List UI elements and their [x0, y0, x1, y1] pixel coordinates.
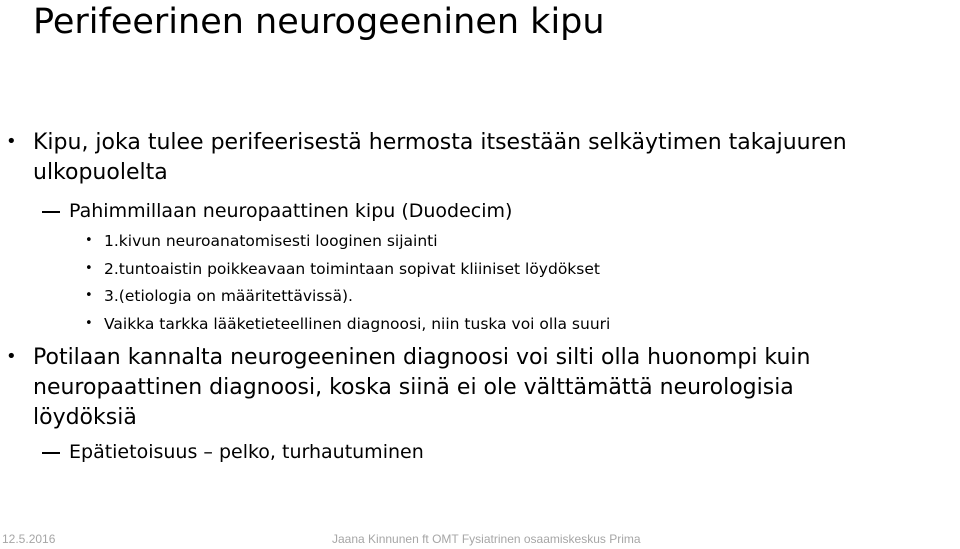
sub-item-2: 2.tuntoaistin poikkeavaan toimintaan sopivat kliiniset löydökset — [104, 260, 600, 278]
bullet-2-line-2: neuropaattinen diagnoosi, koska siinä ei ole välttämättä neurologisia — [33, 375, 794, 400]
dash-icon — [42, 452, 60, 454]
dash-icon — [42, 211, 60, 213]
footer-author: Jaana Kinnunen ft OMT Fysiatrinen osaamiskeskus Prima — [332, 532, 641, 546]
bullet-2-line-3: löydöksiä — [33, 405, 137, 430]
bullet-2-line-1: Potilaan kannalta neurogeeninen diagnoosi voi silti olla huonompi kuin — [33, 345, 811, 370]
bullet-icon: • — [85, 233, 93, 248]
sub-item-4: Vaikka tarkka lääketieteellinen diagnoosi, niin tuska voi olla suuri — [104, 315, 611, 333]
bullet-icon: • — [6, 131, 17, 152]
bullet-icon: • — [85, 288, 93, 303]
bullet-1-line-2: ulkopuolelta — [33, 160, 168, 185]
sub-bullet-1: Pahimmillaan neuropaattinen kipu (Duodecim) — [69, 200, 513, 222]
footer-date: 12.5.2016 — [2, 532, 56, 546]
bullet-icon: • — [6, 346, 17, 367]
bullet-icon: • — [85, 316, 93, 331]
sub-item-3: 3.(etiologia on määritettävissä). — [104, 287, 353, 305]
sub-item-1: 1.kivun neuroanatomisesti looginen sijainti — [104, 232, 438, 250]
sub-bullet-2: Epätietoisuus – pelko, turhautuminen — [69, 441, 424, 463]
slide-title: Perifeerinen neurogeeninen kipu — [33, 2, 605, 42]
bullet-icon: • — [85, 261, 93, 276]
bullet-1-line-1: Kipu, joka tulee perifeerisestä hermosta itsestään selkäytimen takajuuren — [33, 130, 847, 155]
